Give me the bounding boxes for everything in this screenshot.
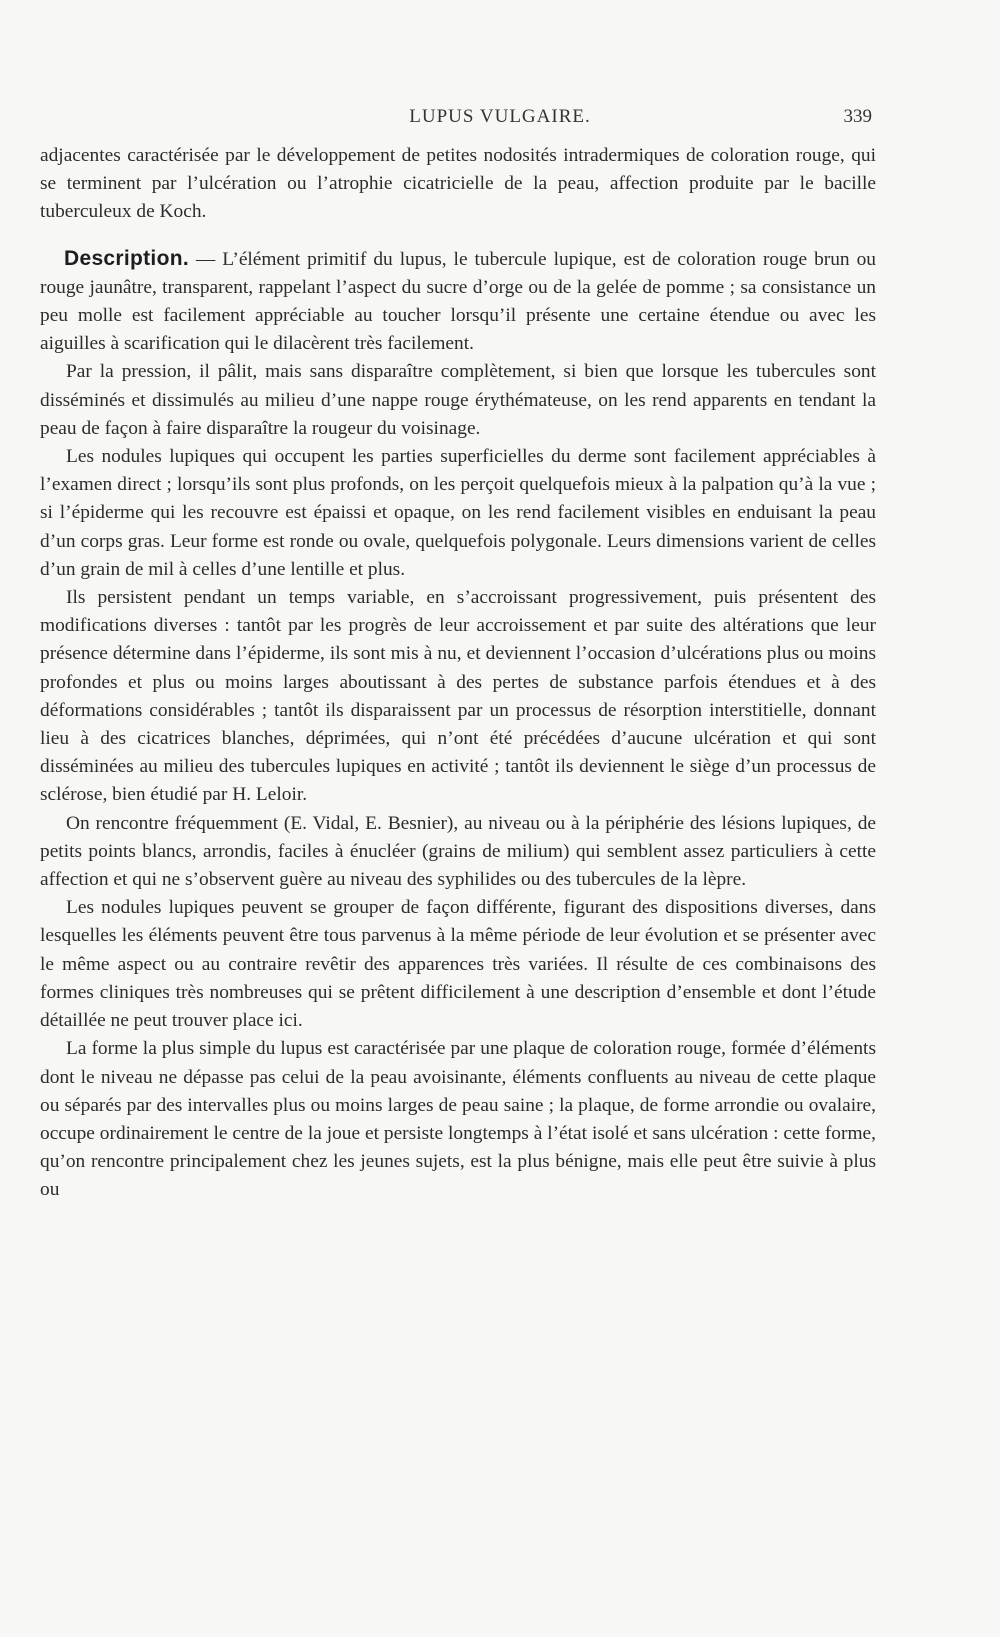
paragraph-description-text: — L’élément primitif du lupus, le tubercule lupique, est de coloration rouge brun ou rouge jaunâtre, transparent, rappelant l’aspect du sucre d’orge ou de la gelée de pomme ; sa consistance un peu molle est facilement appréciable au toucher lorsqu’il présente une certaine étendue ou avec les aiguilles à scarification qui le dilacèrent très facilement. bbox=[40, 248, 876, 355]
running-head bbox=[0, 106, 1000, 132]
section-heading-description: Description. bbox=[64, 246, 189, 270]
text-body bbox=[40, 142, 876, 1205]
paragraph: Les nodules lupiques peuvent se grouper de façon différente, figurant des dispositions diverses, dans lesquelles les éléments peuvent être tous parvenus à la même période de leur évolution et se présenter avec le même aspect ou au contraire revêtir des apparences très variées. Il résulte de ces combinaisons des formes cliniques très nombreuses qui se prêtent difficilement à une description d’ensemble et dont l’étude détaillée ne peut trouver place ici. bbox=[40, 897, 876, 1032]
paragraph: La forme la plus simple du lupus est caractérisée par une plaque de coloration rouge, formée d’éléments dont le niveau ne dépasse pas celui de la peau avoisinante, éléments confluents au niveau de cette plaque ou séparés par des intervalles plus ou moins larges de peau saine ; la plaque, de forme arrondie ou ovalaire, occupe ordinairement le centre de la joue et persiste longtemps à l’état isolé et sans ulcération : cette forme, qu’on rencontre principalement chez les jeunes sujets, est la plus bénigne, mais elle peut être suivie à plus ou bbox=[40, 1038, 876, 1201]
paragraph: Les nodules lupiques qui occupent les parties superficielles du derme sont facilement appréciables à l’examen direct ; lorsqu’ils sont plus profonds, on les perçoit quelquefois mieux à la palpation qu’à la vue ; si l’épiderme qui les recouvre est épaissi et opaque, on les rend facilement visibles en enduisant la peau d’un corps gras. Leur forme est ronde ou ovale, quelquefois polygonale. Leurs dimensions varient de celles d’un grain de mil à celles d’une lentille et plus. bbox=[40, 446, 876, 580]
paragraph-description bbox=[40, 245, 876, 359]
paragraph: On rencontre fréquemment (E. Vidal, E. Besnier), au niveau ou à la périphérie des lésions lupiques, de petits points blancs, arrondis, faciles à énucléer (grains de milium) qui semblent assez particuliers à cette affection et qui ne s’observent guère au niveau des syphilides ou des tubercules de la lèpre. bbox=[40, 812, 876, 891]
running-title: LUPUS VULGAIRE. bbox=[409, 106, 591, 127]
paragraph: Ils persistent pendant un temps variable, en s’accroissant progressivement, puis présentent des modifications diverses : tantôt par les progrès de leur accroissement et par suite des altérations que leur présence détermine dans l’épiderme, ils sont mis à nu, et deviennent l’occasion d’ulcérations plus ou moins profondes et plus ou moins larges aboutissant à des pertes de substance parfois étendues et à des déformations considérables ; tantôt ils disparaissent par un processus de résorption interstitielle, donnant lieu à des cicatrices blanches, déprimées, qui n’ont été précédées d’aucune ulcération et qui sont disséminées au milieu des tubercules lupiques en activité ; tantôt ils deviennent le siège d’un processus de sclérose, bien étudié par H. Leloir. bbox=[40, 587, 876, 806]
paragraph: Par la pression, il pâlit, mais sans disparaître complètement, si bien que lorsque les tubercules sont disséminés et dissimulés au milieu d’une nappe rouge érythémateuse, on les rend apparents en tendant la peau de façon à faire disparaître la rougeur du voisinage. bbox=[40, 361, 876, 439]
paragraph-continuation: adjacentes caractérisée par le développement de petites nodosités intradermiques de coloration rouge, qui se terminent par l’ulcération ou l’atrophie cicatricielle de la peau, affection produite par le bacille tuberculeux de Koch. bbox=[40, 145, 876, 223]
page-number: 339 bbox=[843, 106, 872, 127]
